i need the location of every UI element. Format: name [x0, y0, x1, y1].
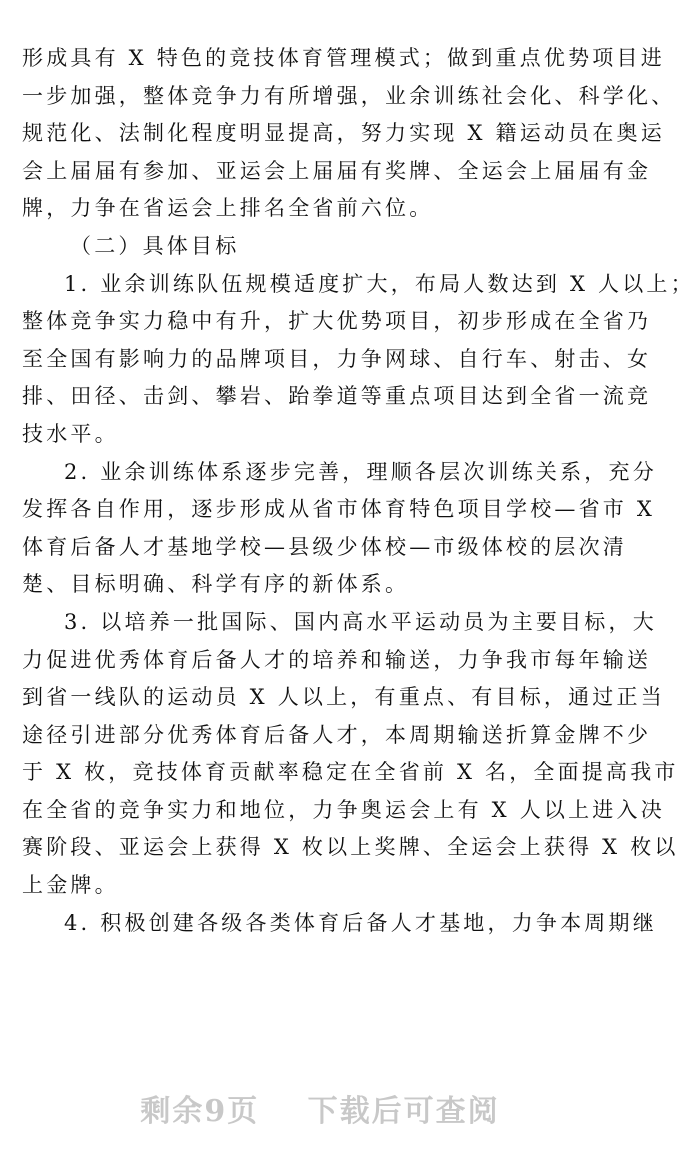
text-line: 排、田径、击剑、攀岩、跆拳道等重点项目达到全省一流竞	[22, 384, 652, 409]
text-line: 牌，力争在省运会上排名全省前六位。	[22, 196, 434, 221]
cut-off-previous-line	[0, 0, 640, 6]
text-line: 途径引进部分优秀体育后备人才，本周期输送折算金牌不少	[22, 722, 652, 747]
text-line: 至全国有影响力的品牌项目，力争网球、自行车、射击、女	[22, 346, 652, 371]
text-line: 一步加强，整体竞争力有所增强，业余训练社会化、科学化、	[22, 83, 676, 108]
remaining-pages-label: 剩余9页	[140, 1094, 260, 1129]
text-line: 规范化、法制化程度明显提高，努力实现 X 籍运动员在奥运	[22, 121, 665, 146]
text-line: 楚、目标明确、科学有序的新体系。	[22, 572, 410, 597]
text-line: 形成具有 X 特色的竞技体育管理模式；做到重点优势项目进	[22, 46, 665, 70]
text-line: 3. 以培养一批国际、国内高水平运动员为主要目标，大	[64, 609, 657, 634]
text-line: 会上届届有参加、亚运会上届届有奖牌、全运会上届届有金	[22, 158, 652, 183]
text-line: 整体竞争实力稳中有升，扩大优势项目，初步形成在全省乃	[22, 309, 652, 334]
section-heading: （二）具体目标	[70, 233, 240, 258]
text-line: 在全省的竞争实力和地位，力争奥运会上有 X 人以上进入决	[22, 797, 665, 822]
text-line: 1. 业余训练队伍规模适度扩大，布局人数达到 X 人以上；	[64, 271, 695, 296]
text-line: 4. 积极创建各级各类体育后备人才基地，力争本周期继	[64, 910, 657, 935]
text-line: 上金牌。	[22, 873, 119, 898]
download-hint-label: 下载后可查阅	[307, 1094, 500, 1129]
text-line: 2. 业余训练体系逐步完善，理顺各层次训练关系，充分	[64, 459, 657, 484]
document-body	[22, 40, 695, 942]
text-line: 发挥各自作用，逐步形成从省市体育特色项目学校—省市 X	[22, 497, 656, 522]
text-line: 力促进优秀体育后备人才的培养和输送，力争我市每年输送	[22, 647, 652, 672]
text-line: 体育后备人才基地学校—县级少体校—市级体校的层次清	[22, 534, 627, 559]
text-line: 赛阶段、亚运会上获得 X 枚以上奖牌、全运会上获得 X 枚以	[22, 835, 679, 860]
text-line: 技水平。	[22, 421, 119, 446]
download-prompt[interactable]	[0, 1086, 640, 1130]
text-line: 于 X 枚，竞技体育贡献率稳定在全省前 X 名，全面提高我市	[22, 760, 679, 785]
text-line: 到省一线队的运动员 X 人以上，有重点、有目标，通过正当	[22, 685, 665, 710]
